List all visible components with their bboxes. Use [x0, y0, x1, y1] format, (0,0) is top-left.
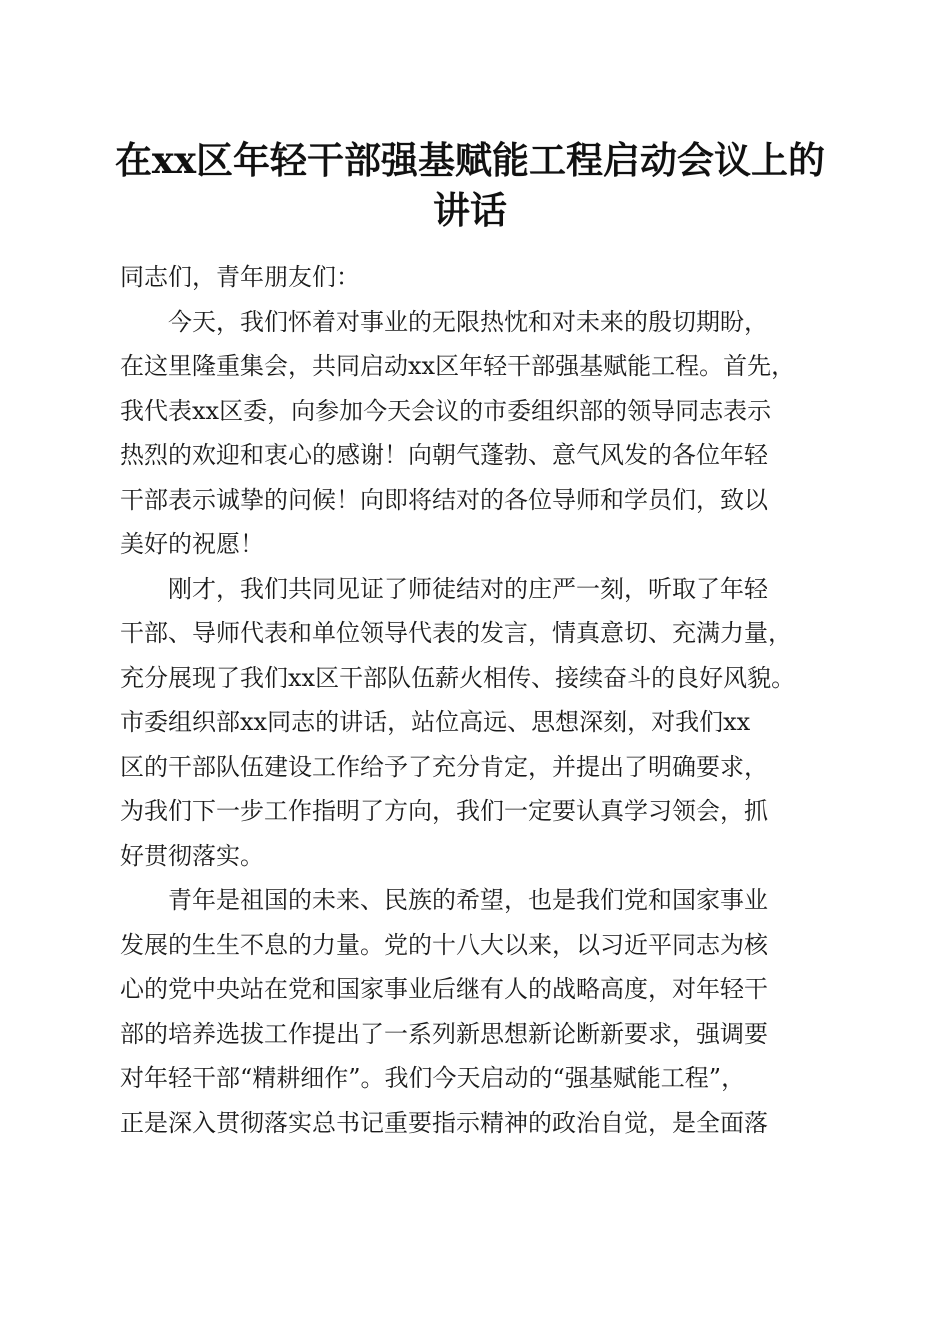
- document-title: [100, 135, 840, 235]
- paragraph-line: 在这里隆重集会，共同启动xx区年轻干部强基赋能工程。首先，: [120, 352, 796, 380]
- paragraph-line: 充分展现了我们xx区干部队伍薪火相传、接续奋斗的良好风貌。: [120, 663, 796, 692]
- paragraph-line: 部的培养选拔工作提出了一系列新思想新论断新要求，强调要: [120, 1019, 768, 1048]
- paragraph-line: 美好的祝愿！: [120, 530, 264, 558]
- title-line-1: 在xx区年轻干部强基赋能工程启动会议上的: [114, 138, 826, 182]
- paragraph-line: 发展的生生不息的力量。党的十八大以来，以习近平同志为核: [120, 930, 768, 959]
- paragraph-line: 好贯彻落实。: [120, 841, 264, 870]
- paragraph-line: 热烈的欢迎和衷心的感谢！向朝气蓬勃、意气风发的各位年轻: [120, 441, 768, 469]
- document-body: [120, 255, 840, 1145]
- paragraph-line: 区的干部队伍建设工作给予了充分肯定，并提出了明确要求，: [120, 752, 768, 781]
- paragraph-line: 干部表示诚挚的问候！向即将结对的各位导师和学员们，致以: [120, 485, 768, 514]
- paragraph-line: 青年是祖国的未来、民族的希望，也是我们党和国家事业: [168, 886, 768, 914]
- paragraph-3: [120, 878, 840, 1145]
- paragraph-line: 正是深入贯彻落实总书记重要指示精神的政治自觉，是全面落: [120, 1108, 768, 1137]
- paragraph-line: 心的党中央站在党和国家事业后继有人的战略高度，对年轻干: [120, 975, 768, 1003]
- salutation: 同志们，青年朋友们：: [120, 263, 360, 291]
- paragraph-2: [120, 567, 840, 879]
- paragraph-line: 对年轻干部“精耕细作”。我们今天启动的“强基赋能工程”，: [120, 1064, 746, 1092]
- paragraph-line: 今天，我们怀着对事业的无限热忱和对未来的殷切期盼，: [168, 307, 768, 336]
- paragraph-line: 为我们下一步工作指明了方向，我们一定要认真学习领会，抓: [120, 797, 768, 825]
- paragraph-1: [120, 300, 840, 567]
- paragraph-line: 干部、导师代表和单位领导代表的发言，情真意切、充满力量，: [120, 619, 792, 647]
- paragraph-line: 市委组织部xx同志的讲话，站位高远、思想深刻，对我们xx: [120, 708, 751, 736]
- paragraph-line: 我代表xx区委，向参加今天会议的市委组织部的领导同志表示: [120, 396, 772, 425]
- title-line-2: 讲话: [433, 188, 507, 232]
- paragraph-line: 刚才，我们共同见证了师徒结对的庄严一刻，听取了年轻: [168, 574, 768, 603]
